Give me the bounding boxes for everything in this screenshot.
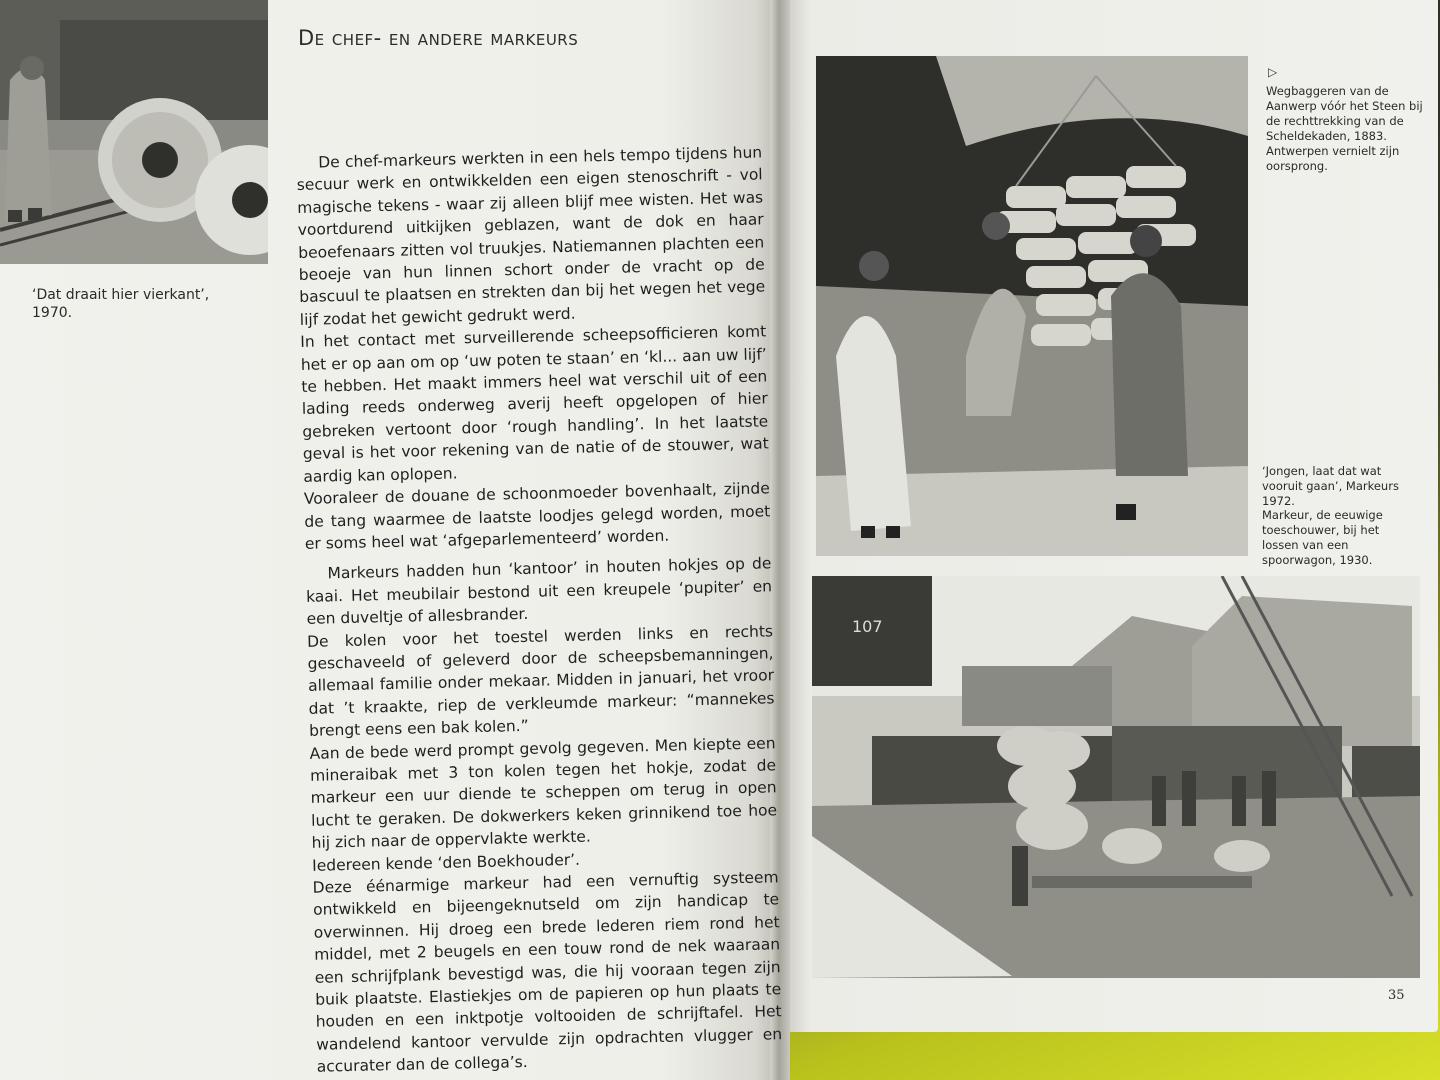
body-paragraph: Vooraleer de douane de schoonmoeder bovenhaalt, zijnde de tang waarmee de laatste loodjes gelegd worden, moet er soms heel wat ‘afgeparlementeerd’ worden.	[303, 479, 771, 553]
triangle-right-icon: ▷	[1268, 65, 1278, 79]
page-number: 35	[1388, 988, 1405, 1003]
left-photo-caption: ‘Dat draait hier vierkant’, 1970.	[32, 287, 210, 322]
body-paragraph: De chef-markeurs werkten in een hels tempo tijdens hun secuur werk en ontwikkelden een eigen stenoschrift - vol magische tekens - waar zij alleen blijf mee wisten. Het was voortdurend uitkijken geblazen, want de dok en haar beoefenaars zitten vol truukjes. Natiemannen plachten een beoeje van hun linnen schort onder de vracht op de bascuul te plaatsen en strekten dan bij het wegen het vege lijf zodat het gewicht gedrukt werd.	[296, 143, 766, 329]
caption-aanwerp: Wegbaggeren van de Aanwerp vóór het Steen bij de rechttrekking van de Scheldekaden, 1883. Antwerpen vernielt zijn oorsprong.	[1266, 84, 1423, 173]
body-paragraph: De kolen voor het toestel werden links en rechts geschaveeld of geleverd door de scheepsbemanningen, allemaal familie onder mekaar. Midden in januari, het vroor dat ’t kraakte, riep de verkleumde markeur: “mannekes brengt eens een bak kolen.”	[306, 621, 775, 741]
page-heading: De chef- en andere markeurs	[298, 26, 579, 50]
body-text	[296, 141, 783, 1078]
body-paragraph: Deze éénarmige markeur had een vernuftig systeem ontwikkeld en bijeengeknutseld om zijn handicap te overwinnen. Hij droeg een brede lederen riem rond het middel, met 2 beugels en een touw rond de nek waaraan een schrijfplank bevestigd was, die hij vooraan tegen zijn buik plaatste. Elastiekjes om de papieren op hun plaats te houden en een inktpotje voltooiden de schrijftafel. Het wandelend kantoor vervulde zijn opdrachten vlugger en accurater dan de collega’s.	[312, 868, 783, 1077]
body-paragraph: In het contact met surveillerende scheepsofficieren komt het er op aan om op ‘uw poten te staan’ en ‘kl... aan uw lijf’ te hebben. Het maakt immers heel wat verschil uit of een lading reeds onderweg averij heeft opgelopen of hier gebreken vertoont door ‘rough handling’. In het laatste geval is het voor rekening van de natie of de stouwer, wat aardig kan oplopen.	[300, 322, 769, 486]
caption-jongen: ‘Jongen, laat dat wat vooruit gaan’, Markeurs 1972.	[1262, 464, 1399, 508]
photo-steel-coils-image	[0, 0, 268, 264]
body-paragraph: Markeurs hadden hun ‘kantoor’ in houten hokjes op de kaai. Het meubilair bestond uit een kreupele ‘pupiter’ en een duveltje of allesbrander.	[305, 554, 773, 629]
body-paragraph: Aan de bede werd prompt gevolg gegeven. Men kiepte een mineraibak met 3 ton kolen tegen het hokje, zodat de markeur een uur diende te scheppen om terug in open lucht te geraken. De dokwerkers keken grinnikend toe hoe hij zich naar de oppervlakte werkte.	[309, 733, 778, 853]
wagon-number: 107	[852, 617, 883, 636]
photo-quay-wagons-image	[812, 576, 1420, 978]
body-paragraph: Iedereen kende ‘den Boekhouder’.	[311, 850, 581, 875]
photo-steel-coils	[0, 0, 268, 264]
caption-spoorwagon: Markeur, de eeuwige toeschouwer, bij het lossen van een spoorwagon, 1930.	[1262, 508, 1383, 567]
photo-markeurs-bags	[816, 56, 1248, 556]
photo-markeurs-bags-image	[816, 56, 1248, 556]
photo-quay-wagons	[812, 576, 1420, 978]
